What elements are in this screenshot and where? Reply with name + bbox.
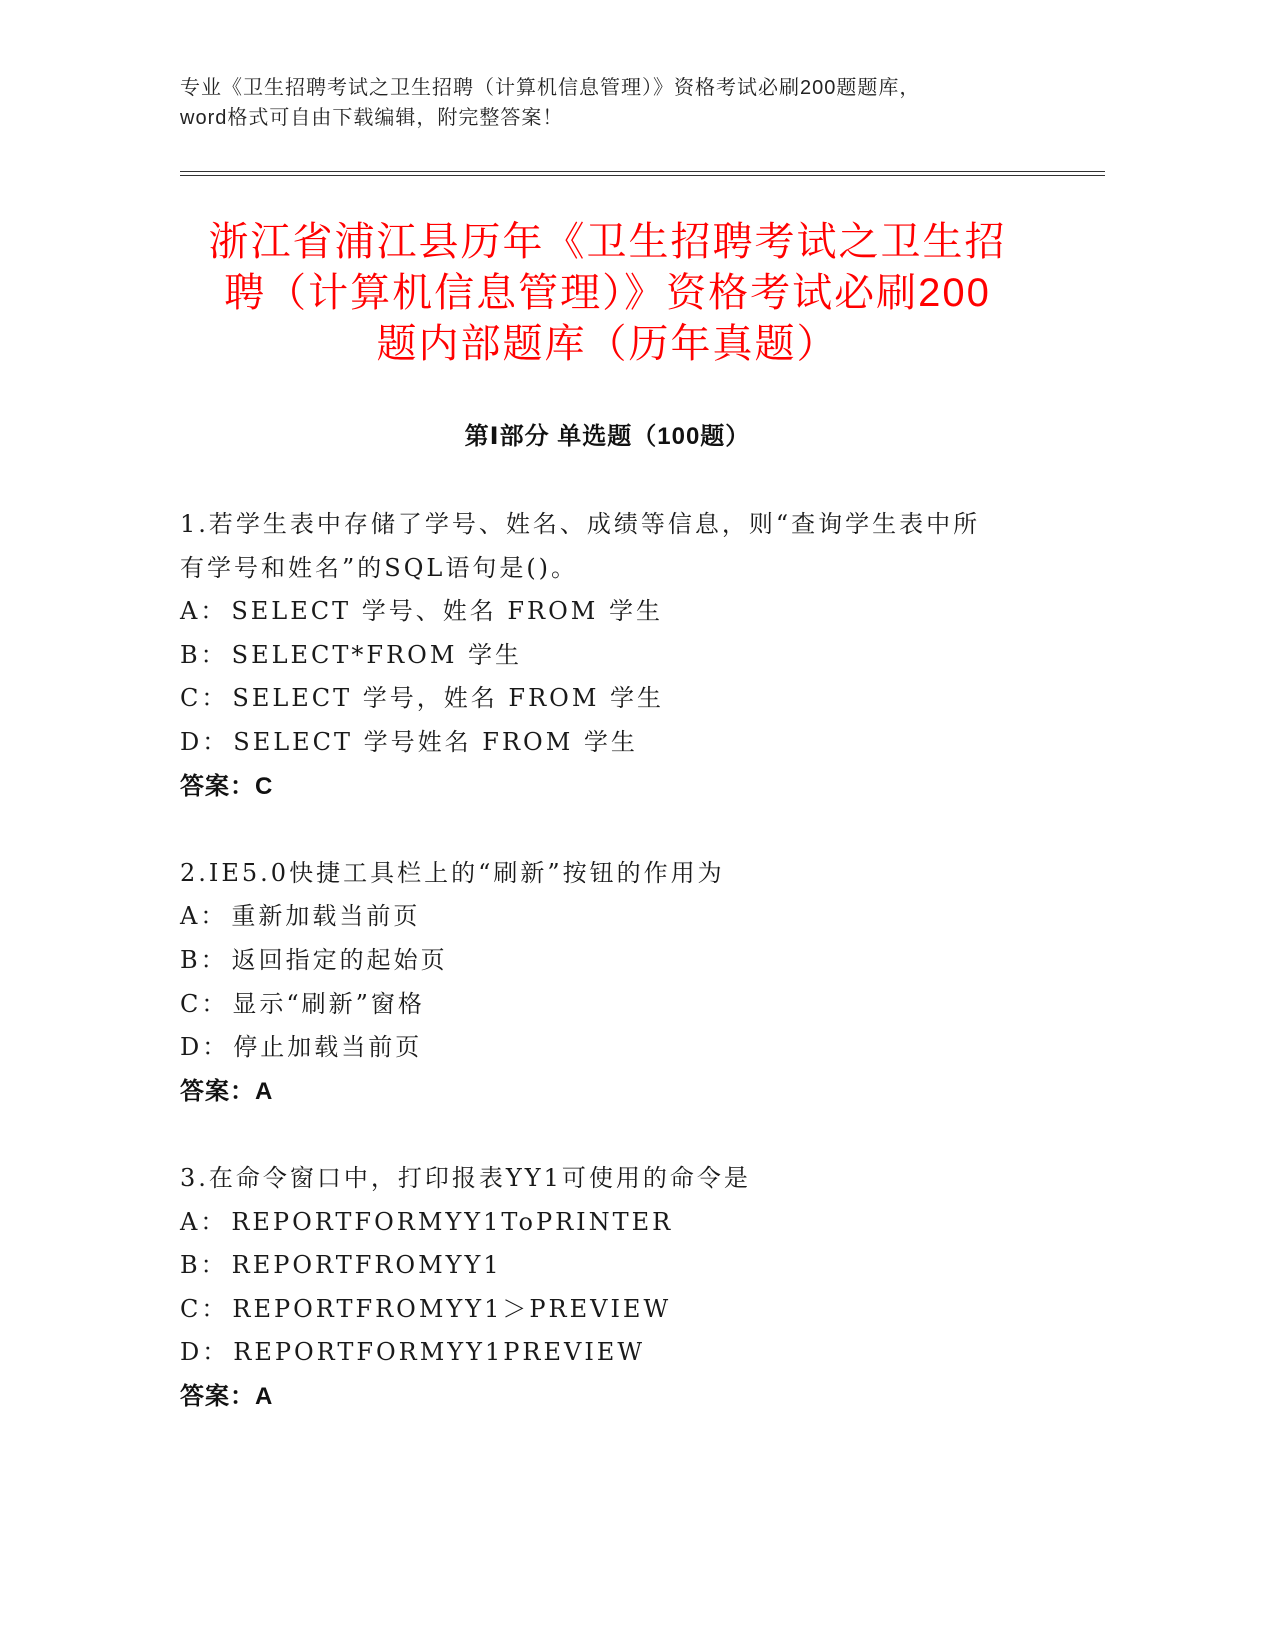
- header-rule-top: [180, 171, 1105, 172]
- option-c: [180, 677, 1080, 721]
- option-text: REPORTFROMYY1＞PREVIEW: [232, 1294, 672, 1323]
- document-title: [180, 217, 1035, 370]
- option-label: B：: [180, 640, 228, 669]
- option-label: A：: [180, 1207, 228, 1236]
- header-line: word格式可自由下载编辑，附完整答案！: [180, 107, 564, 129]
- option-text: SELECT 学号、姓名 FROM 学生: [231, 597, 663, 626]
- option-label: C：: [180, 1294, 229, 1323]
- option-label: C：: [180, 684, 229, 713]
- option-text: 返回指定的起始页: [231, 945, 448, 974]
- answer-label: 答案：: [180, 772, 255, 800]
- option-label: B：: [180, 945, 228, 974]
- question-3: [180, 1157, 1080, 1419]
- option-a: [180, 1201, 1080, 1245]
- option-text: SELECT*FROM 学生: [231, 640, 523, 669]
- question-list: [180, 503, 1080, 1462]
- answer-label: 答案：: [180, 1077, 255, 1105]
- option-text: 停止加载当前页: [233, 1033, 423, 1062]
- option-text: REPORTFORMYY1ToPRINTER: [231, 1207, 674, 1236]
- question-stem: 1.若学生表中存储了学号、姓名、成绩等信息，则“查询学生表中所: [180, 510, 981, 538]
- option-d: [180, 1331, 1080, 1375]
- title-line: 浙江省浦江县历年《卫生招聘考试之卫生招: [208, 220, 1007, 264]
- option-label: D：: [180, 1033, 230, 1062]
- question-1: [180, 503, 1080, 808]
- answer: [180, 765, 1080, 809]
- header-line: 专业《卫生招聘考试之卫生招聘（计算机信息管理）》资格考试必刷200题题库，: [180, 77, 921, 99]
- option-text: REPORTFORMYY1PREVIEW: [233, 1338, 645, 1367]
- option-a: [180, 590, 1080, 634]
- option-label: C：: [180, 989, 229, 1018]
- option-text: REPORTFROMYY1: [231, 1251, 502, 1280]
- option-text: 重新加载当前页: [231, 902, 421, 931]
- option-label: D：: [180, 727, 230, 756]
- question-stem: 有学号和姓名”的SQL语句是()。: [180, 553, 579, 582]
- option-label: A：: [180, 597, 228, 626]
- answer: [180, 1375, 1080, 1419]
- option-c: [180, 983, 1080, 1027]
- page-header: [180, 73, 1080, 133]
- option-label: B：: [180, 1251, 228, 1280]
- option-d: [180, 1026, 1080, 1070]
- option-text: SELECT 学号，姓名 FROM 学生: [232, 684, 665, 713]
- answer-label: 答案：: [180, 1382, 255, 1410]
- option-b: [180, 634, 1080, 678]
- answer-value: A: [255, 1077, 274, 1105]
- option-label: D：: [180, 1338, 230, 1367]
- question-stem: 3.在命令窗口中，打印报表YY1可使用的命令是: [180, 1163, 751, 1192]
- title-line: 聘（计算机信息管理）》资格考试必刷200: [224, 271, 991, 315]
- option-text: SELECT 学号姓名 FROM 学生: [233, 727, 638, 756]
- option-b: [180, 939, 1080, 983]
- section-heading: 第Ⅰ部分 单选题（100题）: [464, 423, 751, 450]
- answer-value: A: [255, 1382, 274, 1410]
- option-a: [180, 895, 1080, 939]
- option-label: A：: [180, 902, 228, 931]
- title-line: 题内部题库（历年真题）: [376, 322, 839, 366]
- option-d: [180, 721, 1080, 765]
- option-text: 显示“刷新”窗格: [232, 989, 425, 1018]
- answer-value: C: [255, 772, 274, 800]
- answer: [180, 1070, 1080, 1114]
- option-c: [180, 1288, 1080, 1332]
- header-rule-bottom: [180, 175, 1105, 176]
- question-stem: 2.IE5.0快捷工具栏上的“刷新”按钮的作用为: [180, 858, 725, 887]
- option-b: [180, 1244, 1080, 1288]
- question-2: [180, 852, 1080, 1114]
